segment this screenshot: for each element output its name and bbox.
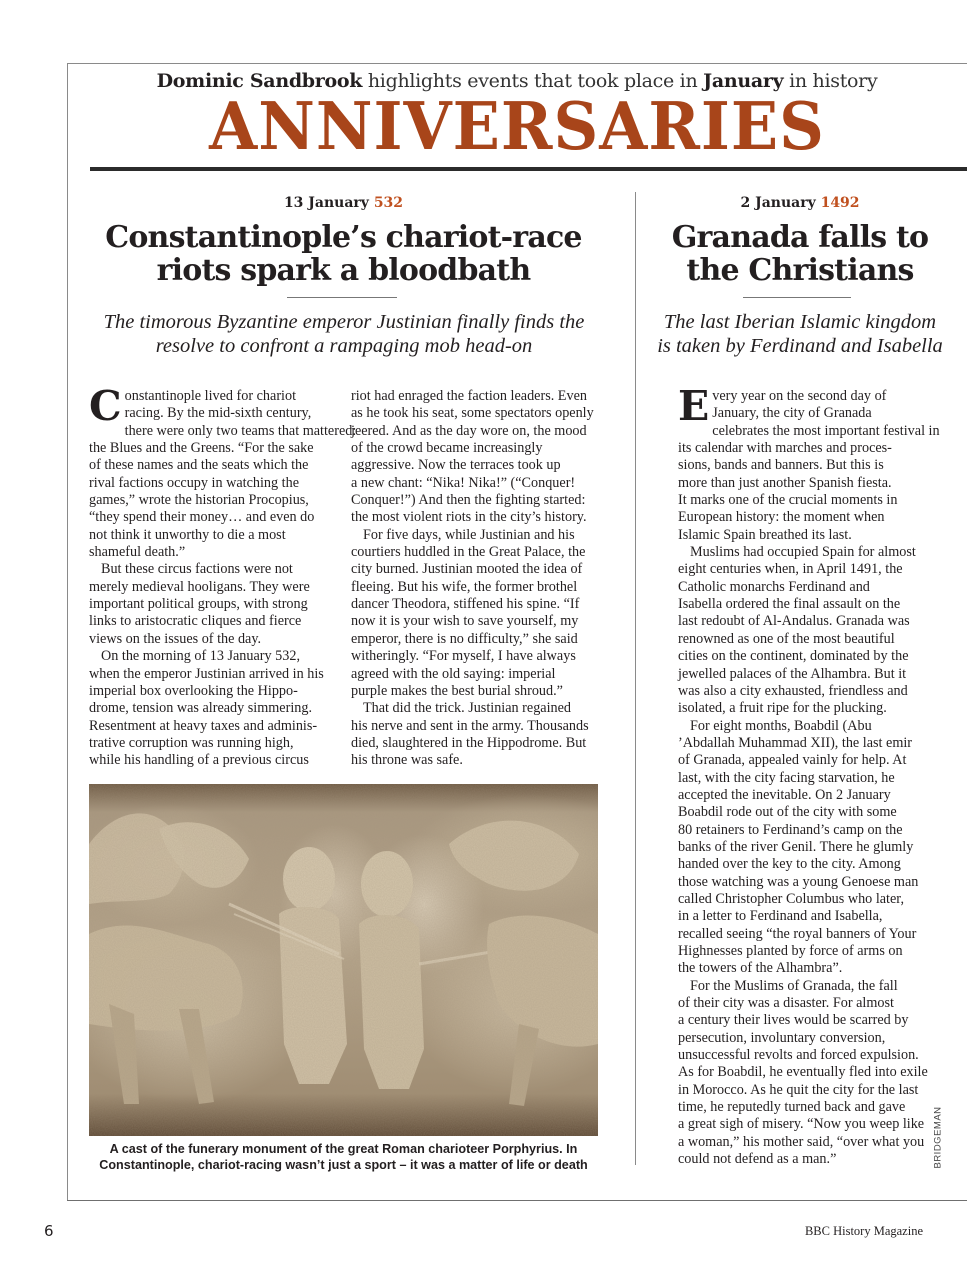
body-line: sions, bands and banners. But this is: [678, 457, 884, 474]
body-line: while his handling of a previous circus: [89, 752, 309, 769]
magazine-name: BBC History Magazine: [804, 1224, 923, 1238]
story2-standfirst-line: is taken by Ferdinand and Isabella: [657, 335, 943, 357]
body-line: For eight months, Boabdil (Abu: [690, 717, 872, 734]
body-line: agreed with the old saying: imperial: [351, 665, 556, 682]
body-line: fleeing. But his wife, the former brothel: [351, 578, 578, 595]
body-line: trative corruption was running high,: [89, 734, 294, 751]
body-line: could not defend as a man.”: [678, 1151, 837, 1168]
body-line: was also a city exhausted, friendless and: [678, 682, 908, 699]
frame-top-border: [67, 63, 967, 64]
body-line: But these circus factions were not: [101, 561, 293, 578]
body-line: city burned. Justinian mooted the idea of: [351, 561, 583, 578]
body-line: links to aristocratic cliques and fierce: [89, 613, 302, 630]
body-line: Boabdil rode out of the city with some: [678, 804, 897, 821]
column-divider: [635, 192, 636, 1165]
body-line: his nerve and sent in the army. Thousands: [351, 717, 589, 734]
story2-dateline: [650, 195, 950, 211]
photo-credit: [925, 1106, 944, 1169]
body-line: racing. By the mid-sixth century,: [124, 405, 312, 422]
body-line: cities on the continent, dominated by the: [678, 648, 909, 665]
body-line: more than just another Spanish fiesta.: [678, 474, 892, 491]
body-line: drome, tension was already simmering.: [89, 700, 313, 717]
story1-headline-line: riots spark a bloodbath: [156, 253, 531, 288]
story1-body-column-1: [89, 382, 357, 770]
story1-standfirst: [80, 310, 608, 358]
body-line: celebrates the most important festival in: [712, 422, 940, 439]
body-line: his throne was safe.: [351, 752, 463, 769]
body-line: jewelled palaces of the Alhambra. But it: [678, 665, 907, 682]
body-line: witheringly. “For myself, I have always: [351, 648, 576, 665]
story1-body-column-2: [351, 388, 601, 770]
body-line: died, slaughtered in the Hippodrome. But: [351, 734, 587, 751]
body-line: January, the city of Granada: [712, 405, 872, 422]
relief-illustration: [89, 784, 598, 1136]
body-line: On the morning of 13 January 532,: [101, 648, 300, 665]
story2-year: 1492: [820, 195, 860, 211]
body-line: persecution, involuntary conversion,: [678, 1029, 886, 1046]
story1-separator: [287, 297, 397, 298]
body-line: For five days, while Justinian and his: [363, 526, 575, 543]
frame-left-border: [67, 63, 68, 1201]
body-line: isolated, a fruit ripe for the plucking.: [678, 700, 887, 717]
body-line: dancer Theodora, stiffened his spine. “If: [351, 596, 580, 613]
body-line: in Morocco. As he quit the city for the last: [678, 1081, 919, 1098]
story2-dropcap: E: [678, 382, 710, 430]
body-line: Isabella ordered the final assault on the: [678, 596, 901, 613]
section-title: ANNIVERSARIES: [209, 88, 825, 165]
body-line: courtiers huddled in the Great Palace, the: [351, 544, 586, 561]
body-line: Highnesses planted by force of arms on: [678, 943, 903, 959]
body-line: not think it unworthy to die a most: [89, 526, 286, 543]
body-line: the towers of the Alhambra”.: [678, 960, 843, 977]
page-number: 6: [44, 1222, 54, 1240]
body-line: renowned as one of the most beautiful: [678, 630, 895, 647]
body-line: there were only two teams that mattered:: [124, 422, 357, 439]
story2-date: 2 January: [740, 195, 816, 211]
body-line: when the emperor Justinian arrived in his: [89, 665, 324, 682]
body-line: very year on the second day of: [712, 388, 887, 404]
photo-caption: [89, 1141, 598, 1173]
body-line: recalled seeing “the royal banners of Your: [678, 925, 917, 942]
body-line: Islamic Spain breathed its last.: [678, 526, 852, 543]
body-line: jeered. And as the day wore on, the mood: [351, 422, 587, 439]
kicker-text: highlights events that took place in: [362, 70, 704, 92]
photo-credit-text: BRIDGEMAN: [932, 1106, 944, 1169]
body-line: important political groups, with strong: [89, 596, 308, 613]
body-line: Resentment at heavy taxes and adminis-: [89, 717, 318, 734]
story2-headline-line: the Christians: [686, 253, 914, 288]
body-line: imperial box overlooking the Hippo-: [89, 682, 298, 699]
body-line: Muslims had occupied Spain for almost: [690, 544, 916, 561]
caption-line: A cast of the funerary monument of the great Roman charioteer Porphyrius. In: [109, 1142, 578, 1156]
body-line: now it is your wish to save yourself, my: [351, 613, 579, 630]
body-line: views on the issues of the day.: [89, 630, 262, 647]
story1-headline: [89, 221, 598, 287]
body-line: unsuccessful revolts and forced expulsion.: [678, 1047, 919, 1064]
body-line: games,” wrote the historian Procopius,: [89, 492, 309, 509]
story2-separator: [743, 297, 851, 298]
relief-photo: [89, 784, 598, 1136]
story1-dateline: [89, 195, 598, 211]
body-line: the Blues and the Greens. “For the sake: [89, 440, 314, 457]
body-line: of these names and the seats which the: [89, 457, 309, 474]
body-line: 80 retainers to Ferdinand’s camp on the: [678, 821, 903, 838]
body-line: last, with the city facing starvation, he: [678, 769, 895, 786]
body-line: That did the trick. Justinian regained: [363, 700, 572, 717]
body-line: onstantinople lived for chariot: [124, 388, 297, 404]
body-line: as he took his seat, some spectators openly: [351, 405, 594, 422]
body-line: ’Abdallah Muhammad XII), the last emir: [678, 734, 913, 751]
body-line: “they spend their money… and even do: [89, 509, 315, 526]
kicker-end: in history: [783, 70, 878, 92]
body-line: merely medieval hooligans. They were: [89, 578, 310, 595]
body-line: purple makes the best burial shroud.”: [351, 682, 563, 699]
story1-standfirst-line: resolve to confront a rampaging mob head-on: [155, 335, 533, 357]
story1-year: 532: [373, 195, 404, 211]
body-line: riot had enraged the faction leaders. Even: [351, 388, 587, 404]
body-line: those watching was a young Genoese man: [678, 873, 919, 890]
header-rule: [90, 167, 967, 171]
body-line: called Christopher Columbus who later,: [678, 890, 904, 907]
body-line: rival factions occupy in watching the: [89, 474, 299, 491]
story2-standfirst-line: The last Iberian Islamic kingdom: [663, 311, 937, 333]
body-line: emperor, there is no difficulty,” she said: [351, 630, 578, 647]
body-line: the most violent riots in the city’s history.: [351, 509, 587, 526]
story1-dropcap: C: [89, 382, 122, 430]
body-line: As for Boabdil, he eventually fled into exile: [678, 1064, 928, 1081]
body-line: Catholic monarchs Ferdinand and: [678, 578, 870, 595]
body-line: its calendar with marches and proces-: [678, 440, 892, 457]
story1-date: 13 January: [283, 195, 369, 211]
body-line: a woman,” his mother said, “over what you: [678, 1133, 925, 1150]
body-line: a great sigh of misery. “Now you weep like: [678, 1116, 925, 1133]
body-line: banks of the river Genil. There he glumly: [678, 838, 914, 855]
story2-headline-line: Granada falls to: [671, 220, 929, 255]
body-line: For the Muslims of Granada, the fall: [690, 977, 898, 994]
author-name: Dominic Sandbrook: [156, 70, 363, 92]
story2-headline: [650, 221, 950, 287]
story2-standfirst: [640, 310, 960, 358]
body-line: aggressive. Now the terraces took up: [351, 457, 561, 474]
body-line: handed over the key to the city. Among: [678, 856, 901, 873]
body-line: of their city was a disaster. For almost: [678, 995, 894, 1012]
story1-headline-line: Constantinople’s chariot-race: [105, 220, 582, 255]
body-line: a new chant: “Nika! Nika!” (“Conquer!: [351, 474, 576, 491]
body-line: It marks one of the crucial moments in: [678, 492, 898, 509]
body-line: shameful death.”: [89, 544, 186, 561]
body-line: a century their lives would be scarred by: [678, 1012, 909, 1029]
body-line: eight centuries when, in April 1491, the: [678, 561, 903, 578]
body-line: of the crowd became increasingly: [351, 440, 543, 457]
body-line: of Granada, appealed vainly for help. At: [678, 752, 907, 769]
body-line: European history: the moment when: [678, 509, 885, 526]
body-line: Conquer!”) And then the fighting started:: [351, 492, 586, 509]
body-line: accepted the inevitable. On 2 January: [678, 786, 891, 803]
body-line: in a letter to Ferdinand and Isabella,: [678, 908, 883, 925]
frame-bottom-border: [67, 1200, 967, 1201]
body-line: last redoubt of Al-Andalus. Granada was: [678, 613, 910, 630]
kicker-month: January: [703, 70, 784, 92]
caption-line: Constantinople, chariot-racing wasn’t just a sport – it was a matter of life or death: [99, 1158, 588, 1172]
story1-standfirst-line: The timorous Byzantine emperor Justinian finally finds the: [103, 311, 585, 333]
body-line: time, he reputedly turned back and gave: [678, 1099, 906, 1116]
